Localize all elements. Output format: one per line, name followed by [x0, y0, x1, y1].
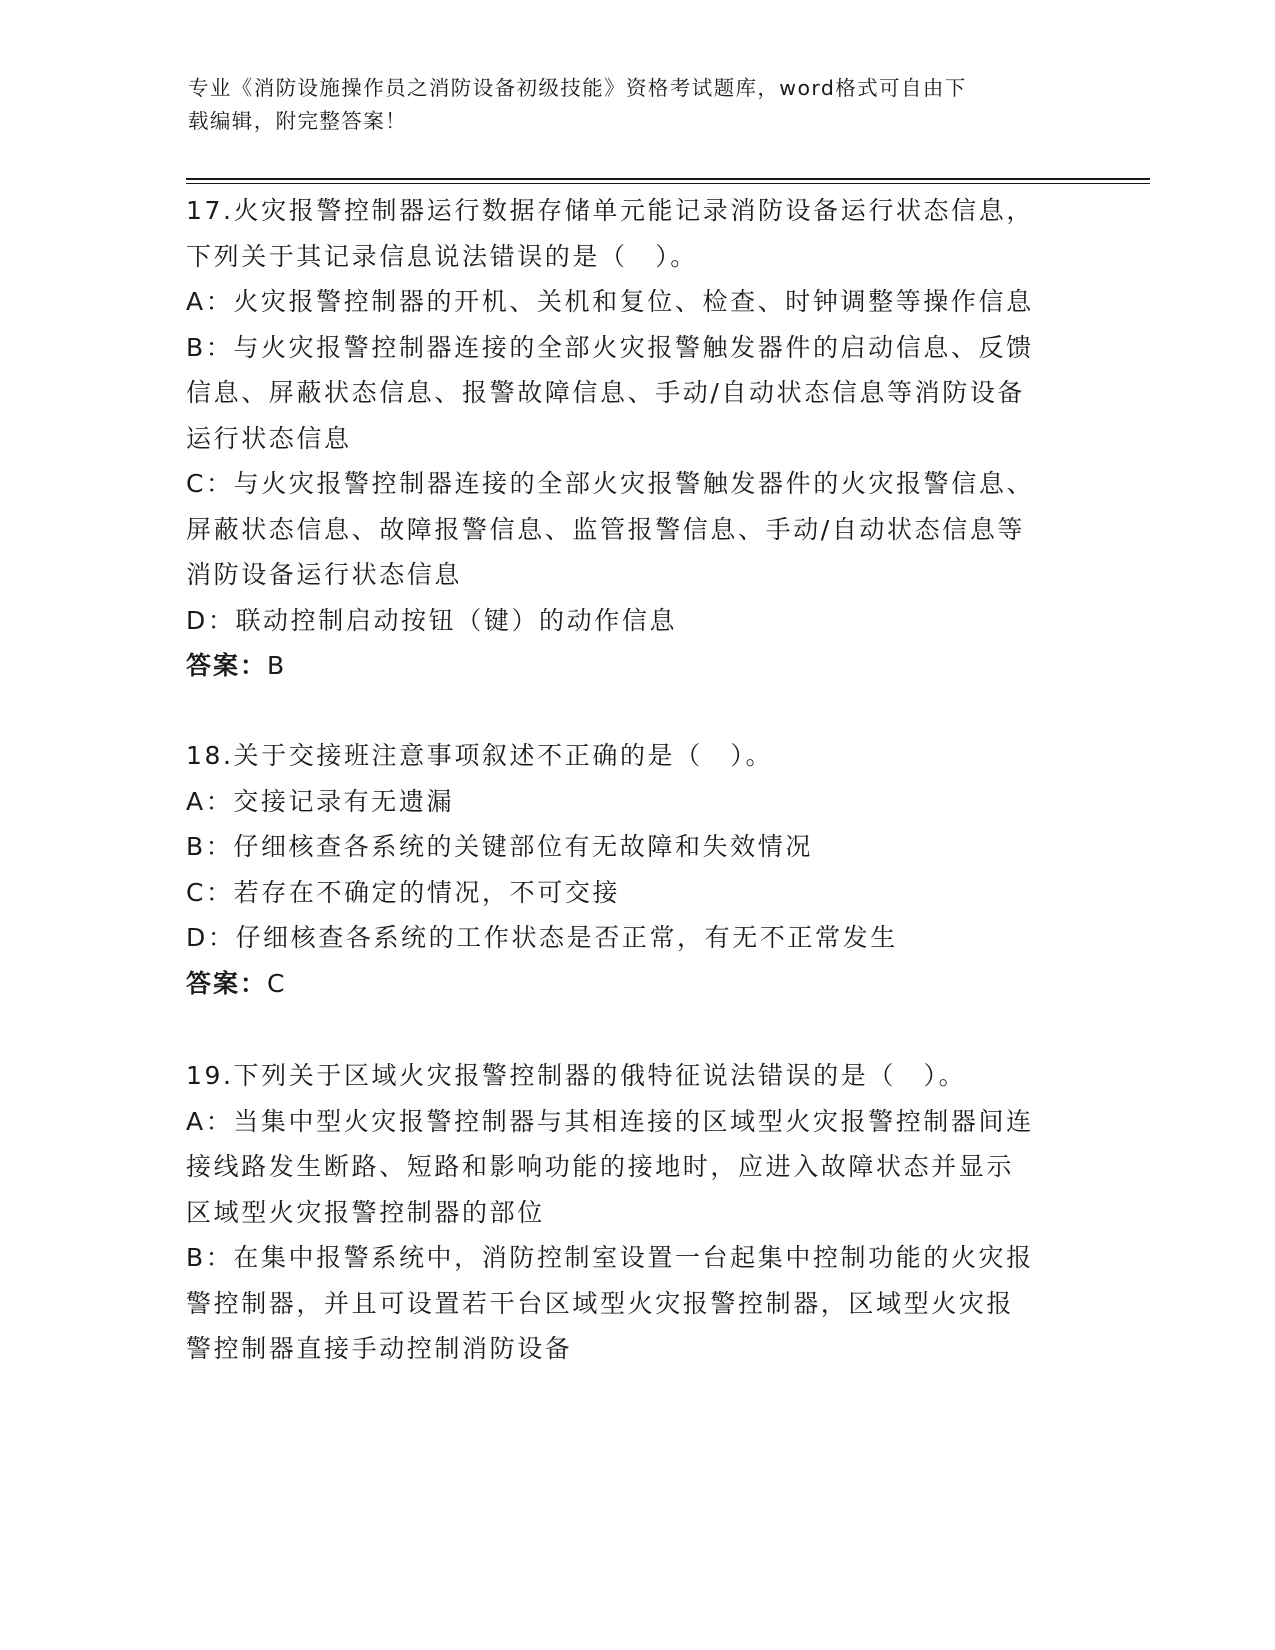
option-line: 警控制器，并且可设置若干台区域型火灾报警控制器，区域型火灾报 — [186, 1288, 1015, 1318]
option-line: 运行状态信息 — [186, 423, 352, 453]
option-line: A：交接记录有无遗漏 — [186, 786, 455, 816]
question-stem-line: 19.下列关于区域火灾报警控制器的俄特征说法错误的是（ ）。 — [186, 1061, 967, 1090]
question-18 — [186, 733, 1076, 1006]
option-line: 警控制器直接手动控制消防设备 — [186, 1334, 573, 1363]
question-stem-line: 下列关于其记录信息说法错误的是（ ）。 — [186, 241, 698, 271]
question-19 — [186, 1053, 1076, 1372]
option-line: B：在集中报警系统中，消防控制室设置一台起集中控制功能的火灾报 — [186, 1243, 1034, 1272]
option-line: C：若存在不确定的情况，不可交接 — [186, 877, 621, 907]
option-b — [186, 325, 1076, 462]
option-a — [186, 779, 1076, 825]
option-a — [186, 1099, 1076, 1236]
document-header — [188, 72, 1068, 138]
option-b — [186, 1235, 1076, 1372]
option-line: B：仔细核查各系统的关键部位有无故障和失效情况 — [186, 832, 813, 861]
answer-label: 答案： — [186, 968, 268, 998]
header-rule-thick — [186, 178, 1150, 180]
question-stem-line: 18.关于交接班注意事项叙述不正确的是（ ）。 — [186, 741, 774, 770]
option-c — [186, 461, 1076, 598]
answer-label: 答案： — [186, 651, 268, 680]
option-line: 消防设备运行状态信息 — [186, 560, 463, 589]
answer-value: C — [267, 968, 287, 998]
option-line: A：火灾报警控制器的开机、关机和复位、检查、时钟调整等操作信息 — [186, 287, 1034, 316]
header-rule-thin — [186, 183, 1150, 184]
header-line-2: 载编辑，附完整答案！ — [188, 109, 407, 133]
option-d — [186, 598, 1076, 644]
option-line: D：联动控制启动按钮（键）的动作信息 — [186, 605, 678, 635]
option-line: B：与火灾报警控制器连接的全部火灾报警触发器件的启动信息、反馈 — [186, 332, 1034, 362]
option-line: 接线路发生断路、短路和影响功能的接地时，应进入故障状态并显示 — [186, 1152, 1015, 1181]
option-line: C：与火灾报警控制器连接的全部火灾报警触发器件的火灾报警信息、 — [186, 469, 1035, 498]
option-line: 信息、屏蔽状态信息、报警故障信息、手动/自动状态信息等消防设备 — [186, 378, 1026, 407]
option-b — [186, 824, 1076, 870]
option-line: 屏蔽状态信息、故障报警信息、监管报警信息、手动/自动状态信息等 — [186, 514, 1026, 544]
answer-line — [186, 961, 1076, 1007]
option-c — [186, 870, 1076, 916]
option-a — [186, 279, 1076, 325]
option-line: D：仔细核查各系统的工作状态是否正常，有无不正常发生 — [186, 923, 898, 952]
header-line-1: 专业《消防设施操作员之消防设备初级技能》资格考试题库，word格式可自由下 — [188, 76, 967, 100]
answer-value: B — [267, 651, 287, 680]
question-stem-line: 17.火灾报警控制器运行数据存储单元能记录消防设备运行状态信息， — [186, 196, 1034, 225]
option-line: 区域型火灾报警控制器的部位 — [186, 1197, 545, 1227]
option-d — [186, 915, 1076, 961]
answer-line — [186, 643, 1076, 689]
option-line: A：当集中型火灾报警控制器与其相连接的区域型火灾报警控制器间连 — [186, 1106, 1034, 1136]
question-17 — [186, 188, 1076, 689]
